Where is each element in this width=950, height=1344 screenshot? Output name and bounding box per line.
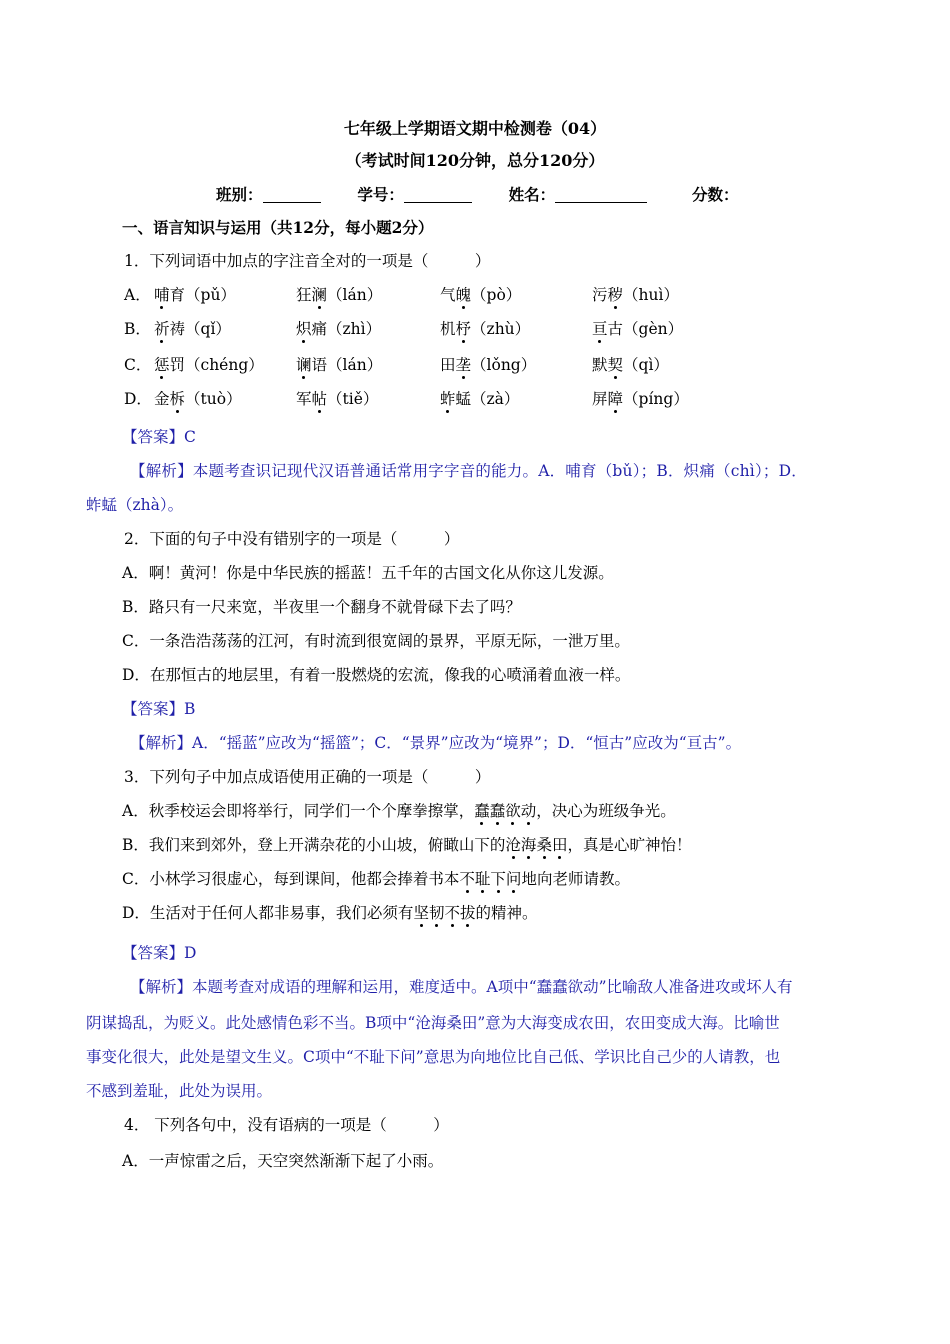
q3-analysis-cont-1: 阴谋捣乱，为贬义。此处感情色彩不当。B项中“沧海桑田”意为大海变成农田，农田变成大海。比喻世	[86, 1014, 780, 1032]
page-subtitle: （考试时间120分钟，总分120分）	[345, 151, 605, 170]
q1-option-word: 哺育（pǔ）	[154, 286, 236, 304]
emphasis-dot-char: 炽	[296, 320, 312, 338]
q3-a-dotted: 蠢蠢欲动	[474, 802, 537, 820]
q3-analysis-cont-3: 不感到羞耻，此处为误用。	[86, 1082, 273, 1100]
q1-option-word: 屏障（píng）	[592, 390, 689, 408]
q1-option-word: 蚱蜢（zà）	[440, 390, 520, 408]
name-label: 姓名：	[508, 185, 556, 204]
q3-c-dotted: 不耻下问	[459, 870, 522, 888]
emphasis-dot-char: 祈	[154, 320, 170, 338]
q1-option-word: 气魄（pò）	[440, 286, 522, 304]
q3-option-a: A．秋季校运会即将举行，同学们一个个摩拳擦掌，蠢蠢欲动，决心为班级争光。	[122, 802, 676, 820]
q1-option-word: 田垄（lǒng）	[440, 356, 537, 374]
score-label: 分数：	[691, 185, 739, 204]
q1-analysis: 【解析】本题考查识记现代汉语普通话常用字字音的能力。A．哺育（bǔ）；B．炽痛（chì）；D．	[130, 462, 807, 480]
emphasis-dot-char: 亘	[592, 320, 608, 338]
student-info	[216, 184, 739, 206]
q2-option-d: D．在那恒古的地层里，有着一股燃烧的宏流，像我的心喷涌着血液一样。	[122, 666, 631, 684]
q1-option-letter: D．	[124, 390, 152, 408]
q3-b-dotted: 沧海桑田	[505, 836, 568, 854]
q1-option-word: 祈祷（qǐ）	[154, 320, 231, 338]
emphasis-dot-char: 惩	[154, 356, 170, 374]
q2-option-b: B．路只有一尺来宽，半夜里一个翻身不就骨碌下去了吗？	[122, 598, 521, 616]
emphasis-dot-char: 帖	[311, 390, 328, 408]
emphasis-dot-char: 秽	[607, 286, 624, 304]
name-field[interactable]	[555, 186, 647, 203]
q4-option-a: A．一声惊雷之后，天空突然渐渐下起了小雨。	[122, 1152, 444, 1170]
emphasis-dot-char: 哺	[154, 286, 170, 304]
q1-option-word: 机杼（zhù）	[440, 320, 531, 338]
q3-option-d: D．生活对于任何人都非易事，我们必须有坚韧不拔的精神。	[122, 904, 538, 922]
q1-stem: 1．下列词语中加点的字注音全对的一项是（ ）	[124, 252, 491, 270]
emphasis-dot-char: 垄	[455, 356, 472, 374]
q1-option-word: 默契（qì）	[592, 356, 669, 374]
q1-option-word: 金柝（tuò）	[154, 390, 242, 408]
q1-option-letter: C．	[124, 356, 152, 374]
q2-stem: 2．下面的句子中没有错别字的一项是（ ）	[124, 530, 460, 548]
q3-answer: 【答案】D	[122, 944, 197, 962]
emphasis-dot-char: 障	[607, 390, 624, 408]
q1-option-word: 谰语（lán）	[296, 356, 383, 374]
emphasis-dot-char: 契	[607, 356, 624, 374]
q3-d-dotted: 坚韧不拔	[413, 904, 476, 922]
emphasis-dot-char: 谰	[296, 356, 312, 374]
q1-option-word: 炽痛（zhì）	[296, 320, 382, 338]
class-label: 班别：	[216, 185, 263, 204]
q3-analysis: 【解析】本题考查对成语的理解和运用，难度适中。A项中“蠢蠢欲动”比喻敌人准备进攻或坏人有	[130, 978, 793, 996]
q1-option-word: 污秽（huì）	[592, 286, 679, 304]
q1-option-word: 军帖（tiě）	[296, 390, 379, 408]
emphasis-dot-char: 杼	[455, 320, 472, 338]
emphasis-dot-char: 柝	[169, 390, 186, 408]
q1-option-word: 惩罚（chéng）	[154, 356, 264, 374]
number-field[interactable]	[404, 186, 472, 203]
q1-option-word: 狂澜（lán）	[296, 286, 383, 304]
number-label: 学号：	[357, 185, 404, 204]
q1-option-word: 亘古（gèn）	[592, 320, 684, 338]
section-heading: 一、语言知识与运用（共12分，每小题2分）	[122, 218, 434, 237]
emphasis-dot-char: 澜	[311, 286, 328, 304]
page-title: 七年级上学期语文期中检测卷（04）	[343, 119, 607, 138]
q3-stem: 3．下列句子中加点成语使用正确的一项是（ ）	[124, 768, 491, 786]
q2-answer: 【答案】B	[122, 700, 196, 718]
q2-option-a: A．啊！黄河！你是中华民族的摇蓝！五千年的古国文化从你这儿发源。	[122, 564, 614, 582]
q3-option-c: C．小林学习很虚心，每到课间，他都会捧着书本不耻下问地向老师请教。	[122, 870, 630, 888]
q4-stem: 4． 下列各句中，没有语病的一项是（ ）	[124, 1116, 449, 1134]
class-field[interactable]	[263, 186, 321, 203]
emphasis-dot-char: 蚱	[440, 390, 456, 408]
q3-option-b: B．我们来到郊外，登上开满杂花的小山坡，俯瞰山下的沧海桑田，真是心旷神怡！	[122, 836, 692, 854]
q1-answer: 【答案】C	[122, 428, 196, 446]
q3-analysis-cont-2: 事变化很大，此处是望文生义。C项中“不耻下问”意思为向地位比自己低、学识比自己少的人请教，也	[86, 1048, 781, 1066]
q2-analysis: 【解析】A．“摇蓝”应改为“摇篮”；C．“景界”应改为“境界”；D．“恒古”应改为“亘古”。	[130, 734, 742, 752]
emphasis-dot-char: 魄	[455, 286, 472, 304]
q1-analysis-cont: 蚱蜢（zhà）。	[86, 496, 184, 514]
q2-option-c: C．一条浩浩荡荡的江河，有时流到很宽阔的景界，平原无际，一泄万里。	[122, 632, 630, 650]
q1-option-letter: B．	[124, 320, 151, 338]
q1-option-letter: A．	[124, 286, 151, 304]
